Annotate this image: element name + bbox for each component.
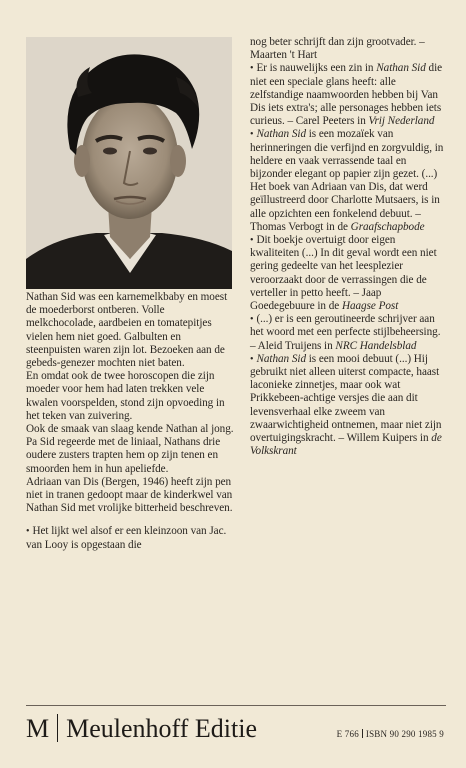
- review-quote: [250, 353, 447, 459]
- book-title: Nathan Sid: [256, 128, 306, 141]
- author-portrait-illustration: [26, 37, 232, 289]
- review-quote: [250, 62, 447, 128]
- bullet-icon: •: [250, 314, 254, 326]
- review-text: die niet een speciale glans heeft: alle zelfstandige naamwoorden hebben bij Van Dis iets extra's; alle personages hebben iets curieus. – Carel Peeters in: [250, 62, 443, 128]
- isbn-separator: [362, 729, 363, 738]
- author-portrait-photo: [26, 37, 232, 289]
- review-text: Er is nauwelijks een zin in: [256, 62, 377, 75]
- review-source: Haagse Post: [341, 300, 399, 313]
- book-title: Nathan Sid: [256, 352, 306, 365]
- review-text: is een mooi debuut (...) Hij gebruikt niet alleen uiterst compacte, haast laconieke zinnetjes, maar ook wat Prikkebeen-achtige versjes die aan dit levensverhaal elke zweem van zwaarwichtigheid ontnemen, maar niet zijn overtuigingskracht. – Willem Kuipers in: [250, 352, 442, 445]
- book-description-column: [26, 291, 234, 552]
- review-text: (...) er is een geroutineerde schrijver aan het woord met een perfecte stijlbeheersing. – Aleid Truijens in: [250, 313, 441, 352]
- review-quote: [250, 313, 447, 353]
- bullet-icon: •: [250, 63, 254, 75]
- review-quote: [250, 234, 447, 313]
- description-paragraph-3: Ook de smaak van slaag kende Nathan al jong. Pa Sid regeerde met de liniaal, Nathans drie oudere zusters trapten hem op zijn tenen en smoorden hem in hun apeliefde.: [26, 423, 234, 475]
- review-quote-continuation: nog beter schrijft dan zijn grootvader. – Maarten 't Hart: [250, 36, 425, 62]
- description-paragraph-2: En omdat ook de twee horoscopen die zijn moeder voor hem had laten trekken vele kwalen voorspelden, stond zijn opvoeding in het teken van zuivering.: [26, 370, 225, 422]
- logo-divider: [57, 714, 58, 742]
- bullet-icon: •: [250, 353, 254, 365]
- bullet-icon: •: [250, 235, 254, 247]
- review-source: NRC Handelsblad: [335, 339, 417, 352]
- publisher-name: Meulenhoff Editie: [66, 714, 257, 743]
- description-paragraph-4: Adriaan van Dis (Bergen, 1946) heeft zijn pen niet in tranen gedoopt maar de kinderkwel van Nathan Sid met vrolijke bitterheid beschreven.: [26, 475, 233, 515]
- isbn-number: ISBN 90 290 1985 9: [365, 729, 444, 739]
- edition-code: E 766: [336, 729, 359, 739]
- reviews-column: [250, 36, 447, 459]
- review-text: is een mozaïek van herinneringen die verfijnd en zorgvuldig, in heldere en vaak verrassende taal en bijzonder elegant op papier zijn gezet. (...) Het boek van Adriaan van Dis, dat werd geïllustreerd door Charlotte Mutsaers, is in alle opzichten een fonkelend debuut. – Thomas Verbogt in de: [250, 128, 444, 233]
- book-title: Nathan Sid: [376, 62, 426, 75]
- review-text: Dit boekje overtuigt door eigen kwaliteiten (...) In dit geval wordt een niet gering gedeelte van het leesplezier veroorzaakt door de verrassingen die de verteller in petto heeft. – Jaap Goedegebuure in de: [250, 234, 437, 313]
- bullet-icon: •: [26, 526, 30, 538]
- review-quote-start-text: Het lijkt wel alsof er een kleinzoon van Jac. van Looy is opgestaan die: [26, 525, 227, 551]
- isbn-line: [337, 729, 444, 739]
- publisher-logo: [26, 714, 257, 744]
- review-source: Vrij Nederland: [368, 115, 435, 128]
- bullet-icon: •: [250, 129, 254, 141]
- logo-letter: M: [26, 714, 50, 743]
- review-source: de Volkskrant: [250, 432, 442, 458]
- review-quote: [250, 128, 447, 234]
- footer-divider: [26, 705, 446, 706]
- description-paragraph-1: Nathan Sid was een karnemelkbaby en moest de moederborst ontberen. Volle melkchocolade, aardbeien en tomatepitjes vielen hem niet goed. Galbulten en steenpuisten waren zijn lot. Bezoeken aan de gebeds-genezer mochten niet baten.: [26, 291, 228, 370]
- review-source: Graafschapbode: [350, 220, 425, 233]
- review-quote-start: [26, 525, 234, 551]
